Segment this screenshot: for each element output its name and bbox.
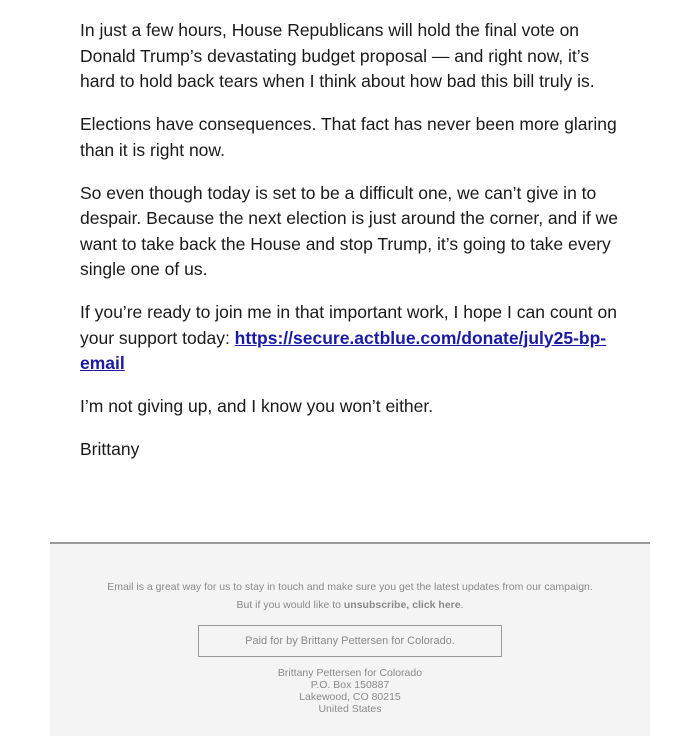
footer-notice [50, 578, 650, 614]
email-paragraph-4 [80, 300, 625, 377]
address-city: Lakewood, CO 80215 [299, 691, 401, 703]
footer-notice-line-1: Email is a great way for us to stay in touch and make sure you get the latest updates from our campaign. [107, 581, 593, 593]
paid-for-disclaimer: Paid for by Brittany Pettersen for Colorado. [198, 625, 502, 657]
email-paragraph-3: So even though today is set to be a difficult one, we can’t give in to despair. Because the next election is just around the corner, and if we want to take back the House and stop Trump, it’s going to take every single one of us. [80, 182, 618, 279]
address-po-box: P.O. Box 150887 [310, 679, 390, 691]
footer-notice-prefix: But if you would like to [236, 599, 344, 611]
email-signature: Brittany [80, 439, 140, 459]
email-paragraph-4-text: If you’re ready to join me in that important work, I hope I can count on your support today: [80, 302, 617, 348]
unsubscribe-link[interactable]: unsubscribe, click here [343, 599, 461, 611]
email-paragraph-5: I’m not giving up, and I know you won’t either. [80, 396, 434, 416]
footer-notice-suffix: . [460, 599, 464, 611]
donate-link[interactable]: https://secure.actblue.com/donate/july25-bp-email [80, 327, 607, 373]
mailing-address [50, 667, 650, 715]
address-country: United States [318, 703, 382, 715]
email-footer [50, 542, 650, 736]
email-paragraph-1: In just a few hours, House Republicans will hold the final vote on Donald Trump’s devastating budget proposal — and right now, it’s hard to hold back tears when I think about how bad this bill truly is. [80, 20, 595, 91]
address-org: Brittany Pettersen for Colorado [277, 667, 423, 679]
email-paragraph-2: Elections have consequences. That fact has never been more glaring than it is right now. [80, 114, 617, 160]
footer-notice-line-2 [50, 596, 650, 614]
email-body [80, 18, 625, 480]
